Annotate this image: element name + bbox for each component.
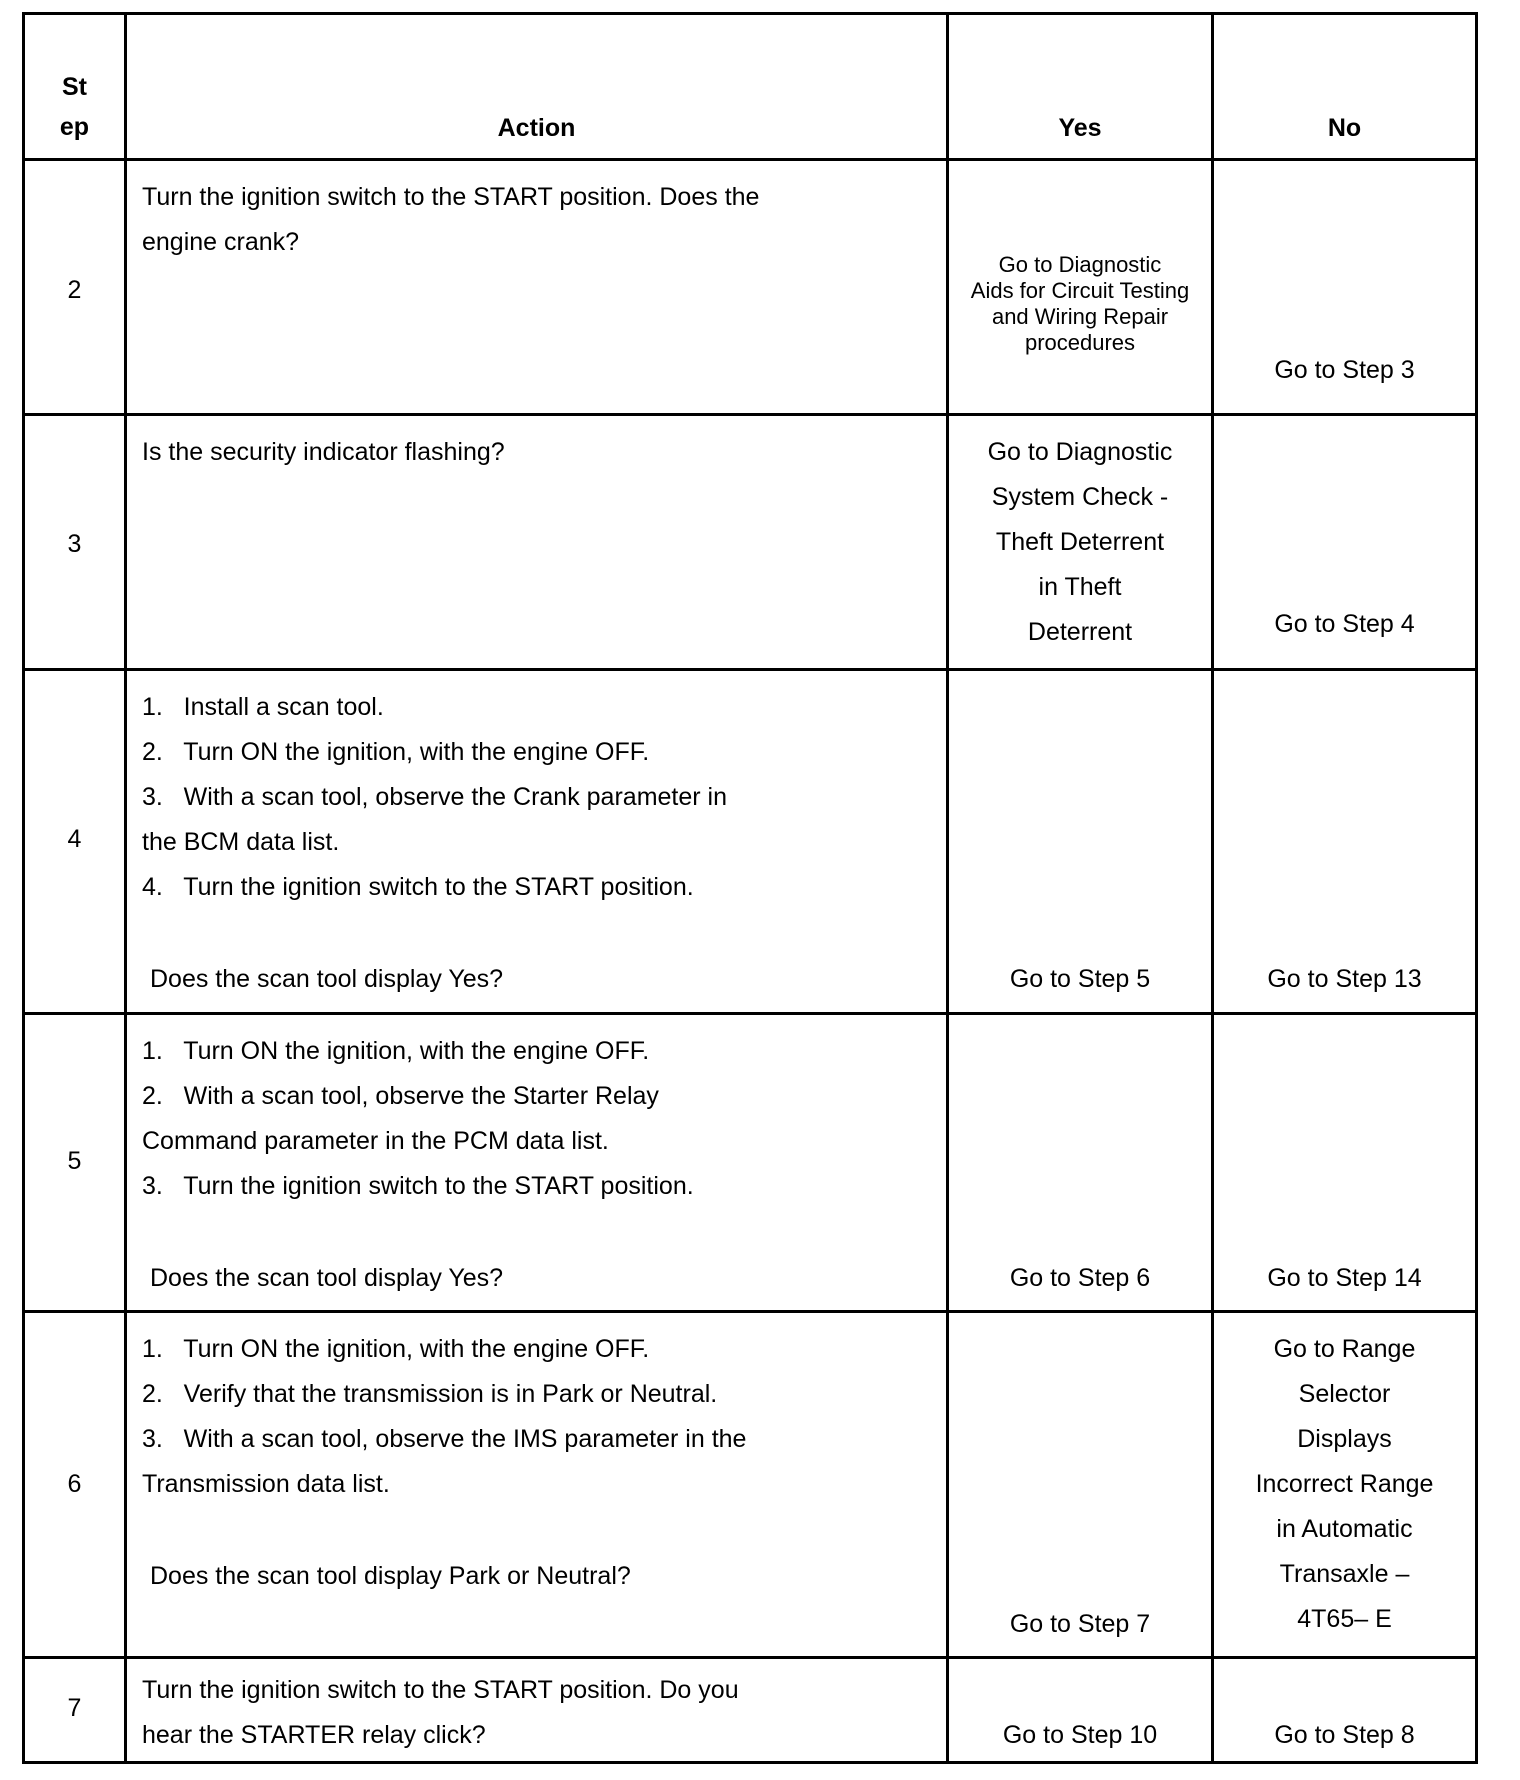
step-number: 4 — [67, 825, 82, 853]
no-result: Go to Step 13 — [1267, 965, 1422, 993]
action-text: 1. Turn ON the ignition, with the engine OFF. 2. Verify that the transmission is in Park or Neutral. 3. With a scan tool, observe the IMS parameter in the Transmission data list. — [142, 1335, 747, 1498]
no-result: Go to Range Selector Displays Incorrect Range in Automatic Transaxle – 4T65– E — [1255, 1335, 1434, 1633]
action-text: Is the security indicator flashing? — [142, 438, 505, 466]
action-question: Does the scan tool display Yes? — [150, 965, 504, 993]
table-border-right — [1475, 12, 1478, 1764]
yes-result: Go to Step 10 — [1002, 1721, 1158, 1749]
step-number: 2 — [67, 276, 82, 304]
header-yes: Yes — [1058, 114, 1102, 142]
action-text: Turn the ignition switch to the START position. Does the engine crank? — [142, 183, 760, 256]
header-action: Action — [497, 114, 576, 142]
yes-result: Go to Diagnostic System Check - Theft Deterrent in Theft Deterrent — [987, 438, 1173, 646]
header-step: St ep — [59, 73, 90, 141]
row-divider — [22, 1310, 1478, 1313]
action-question: Does the scan tool display Yes? — [150, 1264, 504, 1292]
col-divider — [124, 12, 127, 1764]
table-border-left — [22, 12, 25, 1764]
table-border-top — [22, 12, 1478, 15]
action-text: Turn the ignition switch to the START position. Do you hear the STARTER relay click? — [142, 1676, 739, 1749]
no-result: Go to Step 3 — [1274, 356, 1415, 384]
diagnostic-table — [22, 12, 1478, 1764]
action-question: Does the scan tool display Park or Neutral? — [150, 1562, 631, 1590]
row-divider — [22, 413, 1478, 416]
yes-result: Go to Diagnostic Aids for Circuit Testing and Wiring Repair procedures — [970, 252, 1190, 355]
no-result: Go to Step 14 — [1267, 1264, 1422, 1292]
row-divider — [22, 668, 1478, 671]
step-number: 7 — [67, 1694, 82, 1722]
step-number: 6 — [67, 1470, 82, 1498]
row-divider — [22, 1656, 1478, 1659]
row-divider — [22, 158, 1478, 161]
header-no: No — [1327, 114, 1362, 142]
yes-result: Go to Step 6 — [1009, 1264, 1151, 1292]
no-result: Go to Step 4 — [1274, 610, 1415, 638]
row-divider — [22, 1012, 1478, 1015]
action-text: 1. Install a scan tool. 2. Turn ON the ignition, with the engine OFF. 3. With a scan tool, observe the Crank parameter in the BCM data list. 4. Turn the ignition switch to the START position. — [142, 693, 727, 901]
step-number: 5 — [67, 1147, 82, 1175]
step-number: 3 — [67, 530, 82, 558]
yes-result: Go to Step 7 — [1009, 1610, 1151, 1638]
action-text: 1. Turn ON the ignition, with the engine OFF. 2. With a scan tool, observe the Starter Relay Command parameter in the PCM data list. 3. Turn the ignition switch to the START position. — [142, 1037, 694, 1200]
table-border-bottom — [22, 1761, 1478, 1764]
yes-result: Go to Step 5 — [1009, 965, 1151, 993]
no-result: Go to Step 8 — [1274, 1721, 1415, 1749]
